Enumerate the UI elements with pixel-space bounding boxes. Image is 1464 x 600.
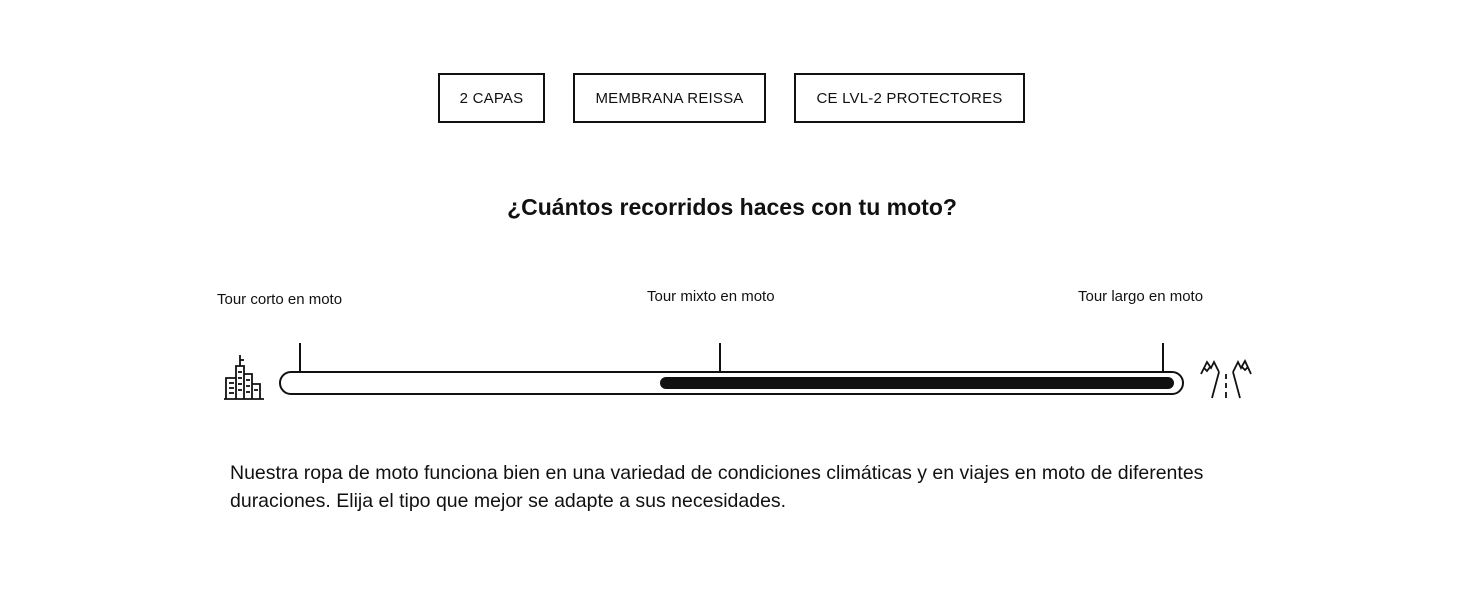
- question-heading: ¿Cuántos recorridos haces con tu moto?: [507, 194, 957, 220]
- feature-badge-capas: [438, 73, 545, 123]
- feature-badge-protectores: [794, 73, 1025, 123]
- tour-mixed-label[interactable]: Tour mixto en moto: [647, 288, 775, 305]
- feature-badge-label: 2 CAPAS: [459, 89, 524, 107]
- description-text: Nuestra ropa de moto funciona bien en una variedad de condiciones climáticas y en viajes en moto de diferentes duraciones. Elija el tipo que mejor se adapte a sus necesidades.: [230, 462, 1204, 512]
- slider-tick-mixed: [719, 343, 721, 373]
- mountain-road-icon: [1199, 356, 1253, 400]
- feature-badge-membrana: [573, 73, 766, 123]
- feature-badge-label: CE LVL-2 PROTECTORES: [816, 89, 1003, 107]
- slider-selected-range[interactable]: [660, 377, 1174, 389]
- slider-tick-long: [1162, 343, 1164, 373]
- tour-long-label[interactable]: Tour largo en moto: [1078, 288, 1204, 305]
- feature-badge-label: MEMBRANA REISSA: [595, 89, 744, 107]
- tour-short-label[interactable]: Tour corto en moto: [217, 291, 343, 308]
- slider-tick-short: [299, 343, 301, 373]
- tour-range-slider[interactable]: [279, 371, 1184, 395]
- city-buildings-icon: [222, 352, 266, 402]
